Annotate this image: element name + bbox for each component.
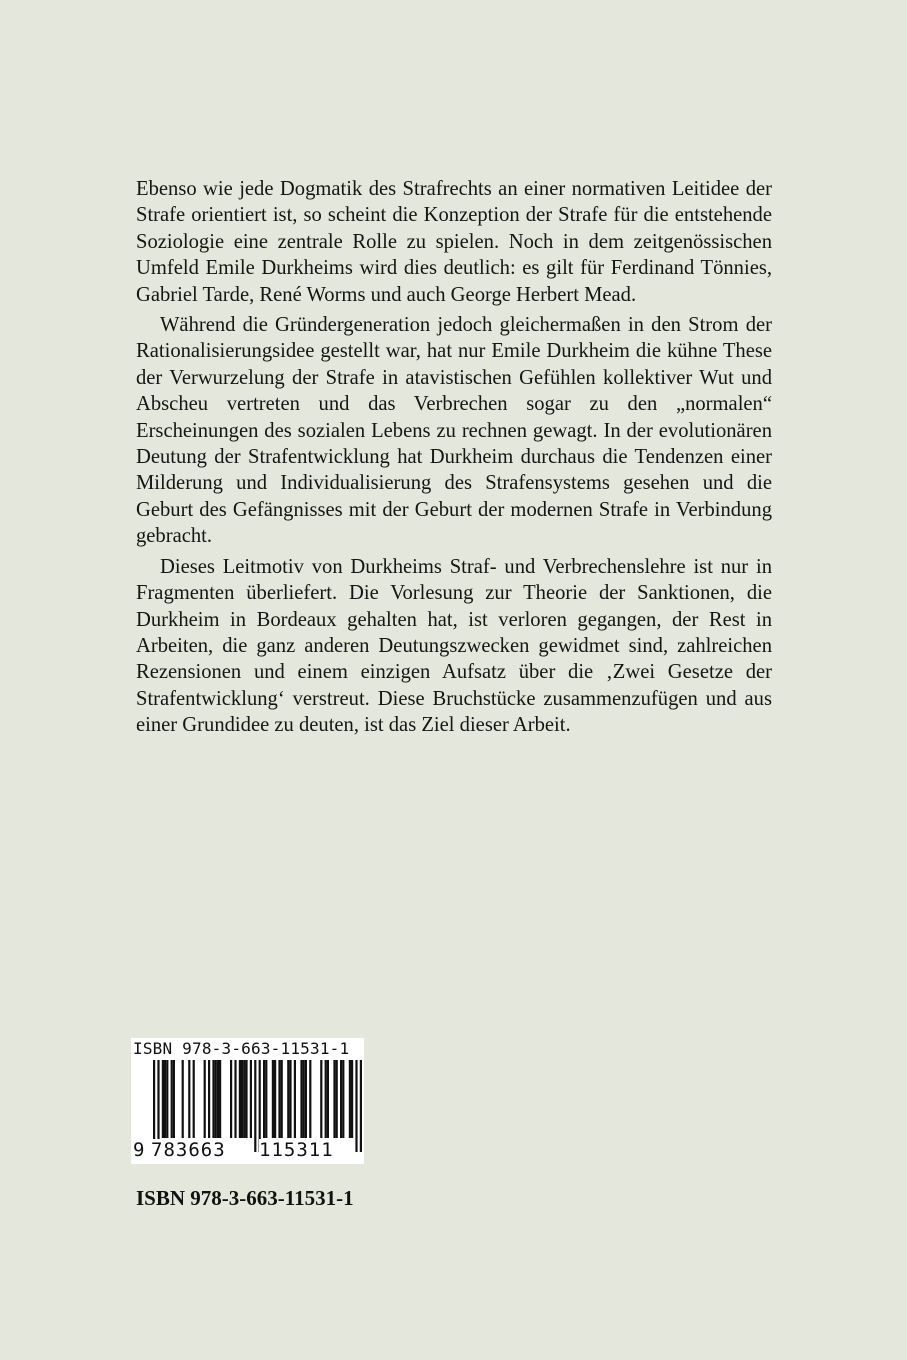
barcode-bar [193, 1060, 195, 1138]
barcode-bar [215, 1060, 217, 1138]
barcode-bar [309, 1060, 311, 1138]
barcode-bar [320, 1060, 322, 1138]
barcode-bar [325, 1060, 327, 1138]
barcode-right-digits: 115311 [259, 1139, 334, 1161]
barcode-bar [217, 1060, 219, 1138]
barcode-bar [281, 1060, 283, 1138]
barcode-bar [204, 1060, 206, 1138]
barcode-bar [360, 1060, 362, 1152]
isbn-text: ISBN 978-3-663-11531-1 [136, 1186, 354, 1210]
barcode-bar [241, 1060, 243, 1138]
barcode-bar [278, 1060, 280, 1138]
barcode-bar [303, 1060, 305, 1138]
barcode-bar [305, 1060, 307, 1138]
barcode-bar [294, 1060, 296, 1138]
barcode-bar [234, 1060, 236, 1138]
barcode-bar [349, 1060, 351, 1138]
barcode-bar [287, 1060, 289, 1138]
barcode-bar [243, 1060, 245, 1138]
barcode-isbn-label: ISBN 978-3-663-11531-1 [133, 1039, 350, 1058]
barcode-bar [272, 1060, 274, 1138]
barcode-bar [245, 1060, 247, 1138]
blurb-paragraph-2: Während die Gründergeneration jedoch gleichermaßen in den Strom der Rationalisierungsidee gestellt war, hat nur Emile Durkheim die kühne These der Verwurzelung der Strafe in atavistischen Gefühlen kollektiver Wut und Abscheu vertreten und das Verbrechen sogar zu den „normalen“ Erscheinungen des sozialen Lebens zu rechnen gewagt. In der evolutionären Deutung der Strafentwicklung hat Durkheim durchaus die Tendenzen einer Milderung und Individualisierung des Strafensystems gesehen und die Geburt des Gefängnisses mit der Geburt der modernen Strafe in Verbindung gebracht. [136, 314, 772, 548]
barcode-bar [351, 1060, 353, 1138]
back-cover-blurb [136, 176, 772, 743]
barcode-bar [355, 1060, 357, 1152]
barcode-bar [340, 1060, 342, 1138]
isbn-barcode [131, 1038, 364, 1164]
barcode-bar [162, 1060, 164, 1138]
barcode-bar [300, 1060, 302, 1138]
barcode-bar [219, 1060, 221, 1138]
blurb-paragraph-3: Dieses Leitmotiv von Durkheims Straf- und Verbrechenslehre ist nur in Fragmenten überliefert. Die Vorlesung zur Theorie der Sanktionen, die Durkheim in Bordeaux gehalten hat, ist verloren gegangen, der Rest in Arbeiten, die ganz anderen Deutungszwecken gewidmet sind, zahlreichen Rezensionen und einem einzigen Aufsatz über die ‚Zwei Gesetze der Strafentwicklung‘ verstreut. Diese Bruchstücke zusammenzufügen und aus einer Grundidee zu deuten, ist das Ziel dieser Arbeit. [136, 555, 772, 737]
barcode-bar [230, 1060, 232, 1138]
barcode-bar [289, 1060, 291, 1138]
barcode-first-digit: 9 [133, 1139, 145, 1161]
barcode-bar [342, 1060, 344, 1138]
barcode-bar [327, 1060, 329, 1138]
barcode-bar [274, 1060, 276, 1138]
barcode-bar [212, 1060, 214, 1138]
barcode-bar [164, 1060, 166, 1138]
barcode-left-digits: 783663 [151, 1139, 226, 1161]
barcode-bar [239, 1060, 241, 1138]
barcode-bar [166, 1060, 168, 1138]
barcode-bar [182, 1060, 184, 1138]
barcode-bar [173, 1060, 175, 1138]
barcode-bar [250, 1060, 252, 1138]
barcode-bar [265, 1060, 267, 1138]
blurb-paragraph-1: Ebenso wie jede Dogmatik des Strafrechts an einer normativen Leitidee der Strafe orientiert ist, so scheint die Konzeption der Strafe für die entstehende Soziologie eine zentrale Rolle zu spielen. Noch in dem zeitgenössischen Umfeld Emile Durkheims wird dies deutlich: es gilt für Ferdinand Tönnies, Gabriel Tarde, René Worms und auch George Herbert Mead. [136, 178, 772, 306]
barcode-bar [171, 1060, 173, 1138]
barcode-bar [254, 1060, 256, 1152]
barcode-bar [263, 1060, 265, 1138]
barcode-bar [333, 1060, 335, 1138]
barcode-bar [208, 1060, 210, 1138]
barcode-bar [336, 1060, 338, 1138]
barcode-bar [188, 1060, 190, 1138]
